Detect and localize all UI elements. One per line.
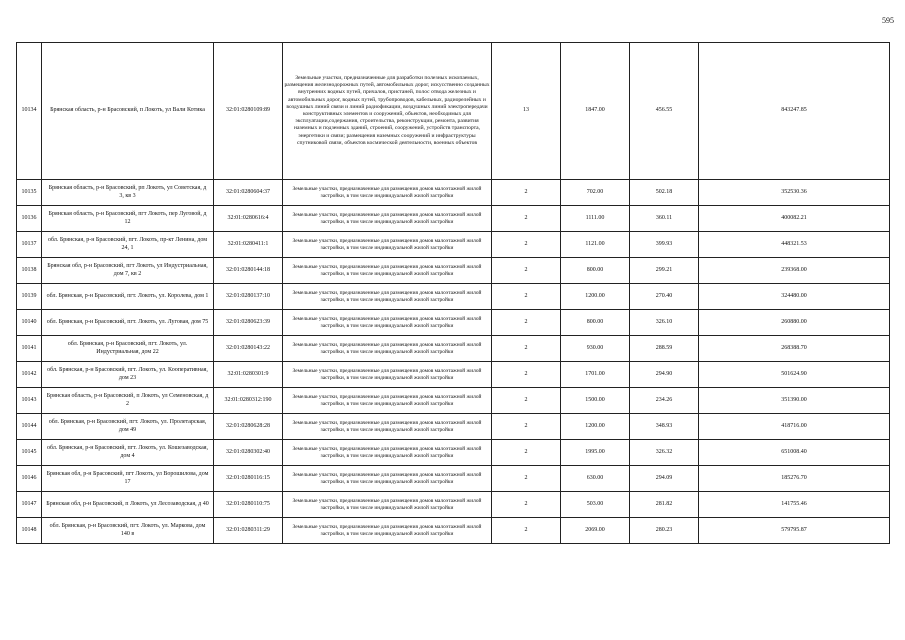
address-cell: Брянская область, р-н Брасовский, п Локоть, ул Вали Котика: [42, 43, 214, 180]
address-cell: обл. Брянская, р-н Брасовский, пгт. Локоть, ул. Индустриальная, дом 22: [42, 336, 214, 362]
group-number-cell: 2: [492, 492, 561, 518]
area-cell: 1847.00: [561, 43, 630, 180]
land-use-cell: Земельные участки, предназначенные для размещения домов малоэтажной жилой застройки, в том числе индивидуальной жилой застройки: [283, 466, 492, 492]
table-row: [17, 310, 890, 336]
cadastral-value-cell: 843247.85: [699, 43, 890, 180]
group-number-cell: 2: [492, 180, 561, 206]
area-cell: 1200.00: [561, 414, 630, 440]
specific-value-cell: 326.10: [630, 310, 699, 336]
specific-value-cell: 270.40: [630, 284, 699, 310]
group-number-cell: 2: [492, 232, 561, 258]
area-cell: 930.00: [561, 336, 630, 362]
table-row: [17, 258, 890, 284]
table-row: [17, 466, 890, 492]
cadastral-value-cell: 418716.00: [699, 414, 890, 440]
specific-value-cell: 294.09: [630, 466, 699, 492]
cadastral-number-cell: 32:01:0280302:40: [214, 440, 283, 466]
row-number-cell: 10141: [17, 336, 42, 362]
table-row: [17, 440, 890, 466]
row-number-cell: 10147: [17, 492, 42, 518]
specific-value-cell: 348.93: [630, 414, 699, 440]
cadastral-number-cell: 32:01:0280311:29: [214, 518, 283, 544]
land-use-cell: Земельные участки, предназначенные для размещения домов малоэтажной жилой застройки, в том числе индивидуальной жилой застройки: [283, 518, 492, 544]
table-row: [17, 362, 890, 388]
land-use-cell: Земельные участки, предназначенные для размещения домов малоэтажной жилой застройки, в том числе индивидуальной жилой застройки: [283, 414, 492, 440]
group-number-cell: 2: [492, 414, 561, 440]
row-number-cell: 10140: [17, 310, 42, 336]
row-number-cell: 10134: [17, 43, 42, 180]
cadastral-value-cell: 448321.53: [699, 232, 890, 258]
address-cell: Брянская обл, р-н Брасовский, пгт Локоть, ул Индустриальная, дом 7, кв 2: [42, 258, 214, 284]
row-number-cell: 10143: [17, 388, 42, 414]
address-cell: обл. Брянская, р-н Брасовский, пгт. Локоть, ул. Пролетарская, дом 49: [42, 414, 214, 440]
table-row: [17, 206, 890, 232]
cadastral-value-cell: 351390.00: [699, 388, 890, 414]
cadastral-number-cell: 32:01:0280110:75: [214, 492, 283, 518]
specific-value-cell: 234.26: [630, 388, 699, 414]
group-number-cell: 2: [492, 310, 561, 336]
land-use-cell: Земельные участки, предназначенные для размещения домов малоэтажной жилой застройки, в том числе индивидуальной жилой застройки: [283, 492, 492, 518]
row-number-cell: 10142: [17, 362, 42, 388]
address-cell: Брянская обл, р-н Брасовский, п Локоть, ул Лесозаводская, д 40: [42, 492, 214, 518]
row-number-cell: 10145: [17, 440, 42, 466]
land-use-cell: Земельные участки, предназначенные для размещения домов малоэтажной жилой застройки, в том числе индивидуальной жилой застройки: [283, 206, 492, 232]
specific-value-cell: 280.23: [630, 518, 699, 544]
table-row: [17, 284, 890, 310]
cadastral-number-cell: 32:01:0280628:28: [214, 414, 283, 440]
group-number-cell: 2: [492, 466, 561, 492]
land-use-cell: Земельные участки, предназначенные для размещения домов малоэтажной жилой застройки, в том числе индивидуальной жилой застройки: [283, 232, 492, 258]
cadastral-number-cell: 32:01:0280616:4: [214, 206, 283, 232]
group-number-cell: 2: [492, 362, 561, 388]
table-row: [17, 43, 890, 180]
specific-value-cell: 281.82: [630, 492, 699, 518]
group-number-cell: 2: [492, 284, 561, 310]
cadastral-value-cell: 239368.00: [699, 258, 890, 284]
table-row: [17, 388, 890, 414]
cadastral-value-cell: 141755.46: [699, 492, 890, 518]
group-number-cell: 2: [492, 518, 561, 544]
page-number: 595: [882, 16, 894, 25]
table-row: [17, 336, 890, 362]
group-number-cell: 2: [492, 336, 561, 362]
specific-value-cell: 502.18: [630, 180, 699, 206]
cadastral-number-cell: 32:01:0280312:190: [214, 388, 283, 414]
row-number-cell: 10138: [17, 258, 42, 284]
address-cell: Брянская область, р-н Брасовский, рп Локоть, ул Советская, д 3, кв 3: [42, 180, 214, 206]
cadastral-value-cell: 400082.21: [699, 206, 890, 232]
table-body: [17, 43, 890, 544]
address-cell: Брянская обл, р-н Брасовский, пгт Локоть, ул Ворошилова, дом 17: [42, 466, 214, 492]
row-number-cell: 10148: [17, 518, 42, 544]
specific-value-cell: 326.32: [630, 440, 699, 466]
group-number-cell: 2: [492, 440, 561, 466]
cadastral-number-cell: 32:01:0280411:1: [214, 232, 283, 258]
address-cell: обл. Брянская, р-н Брасовский, пгт. Локоть, пр-кт Ленина, дом 24, 1: [42, 232, 214, 258]
cadastral-value-cell: 579795.87: [699, 518, 890, 544]
specific-value-cell: 288.59: [630, 336, 699, 362]
area-cell: 702.00: [561, 180, 630, 206]
land-use-cell: Земельные участки, предназначенные для размещения домов малоэтажной жилой застройки, в том числе индивидуальной жилой застройки: [283, 336, 492, 362]
area-cell: 2069.00: [561, 518, 630, 544]
address-cell: обл. Брянская, р-н Брасовский, пгт. Локоть, ул. Кооперативная, дом 23: [42, 362, 214, 388]
cadastral-value-cell: 260880.00: [699, 310, 890, 336]
group-number-cell: 13: [492, 43, 561, 180]
land-use-cell: Земельные участки, предназначенные для размещения домов малоэтажной жилой застройки, в том числе индивидуальной жилой застройки: [283, 440, 492, 466]
cadastral-number-cell: 32:01:0280604:37: [214, 180, 283, 206]
area-cell: 503.00: [561, 492, 630, 518]
table-row: [17, 414, 890, 440]
area-cell: 1995.00: [561, 440, 630, 466]
address-cell: обл. Брянская, р-н Брасовский, пгт. Локоть, ул. Королева, дом 1: [42, 284, 214, 310]
cadastral-number-cell: 32:01:0280301:9: [214, 362, 283, 388]
row-number-cell: 10137: [17, 232, 42, 258]
row-number-cell: 10136: [17, 206, 42, 232]
land-use-cell: Земельные участки, предназначенные для размещения домов малоэтажной жилой застройки, в том числе индивидуальной жилой застройки: [283, 388, 492, 414]
area-cell: 1200.00: [561, 284, 630, 310]
row-number-cell: 10146: [17, 466, 42, 492]
cadastral-value-cell: 352530.36: [699, 180, 890, 206]
area-cell: 630.00: [561, 466, 630, 492]
area-cell: 800.00: [561, 310, 630, 336]
cadastral-value-cell: 324480.00: [699, 284, 890, 310]
cadastral-value-cell: 185276.70: [699, 466, 890, 492]
cadastral-number-cell: 32:01:0280109:89: [214, 43, 283, 180]
land-use-cell: Земельные участки, предназначенные для разработки полезных ископаемых, размещения железнодорожных путей, автомобильных дорог, искусственно созданных внутренних водных путей, причалов, пристаней, полос отвода железных и автомобильных дорог, водных путей, трубопроводов, кабельных, радиорелейных и воздушных линий связи и линий радиофикации, воздушных линий электропередачи конструктивных элементов и сооружений, объектов, необходимых для эксплуатации,содержания, строительства, реконструкции, ремонта, развития наземных и подземных зданий, строений, сооружений, устройств транспорта, энергетики и связи; размещения наземных сооружений и инфраструктуры спутниковой связи, объектов космической деятельности, военных объектов: [283, 43, 492, 180]
specific-value-cell: 299.21: [630, 258, 699, 284]
cadastral-value-cell: 268388.70: [699, 336, 890, 362]
group-number-cell: 2: [492, 206, 561, 232]
table-row: [17, 492, 890, 518]
group-number-cell: 2: [492, 258, 561, 284]
address-cell: обл. Брянская, р-н Брасовский, пгт. Локоть, ул. Кошезаводская, дом 4: [42, 440, 214, 466]
table-row: [17, 180, 890, 206]
land-use-cell: Земельные участки, предназначенные для размещения домов малоэтажной жилой застройки, в том числе индивидуальной жилой застройки: [283, 180, 492, 206]
cadastral-number-cell: 32:01:0280623:39: [214, 310, 283, 336]
cadastral-number-cell: 32:01:0280116:15: [214, 466, 283, 492]
address-cell: Брянская область, р-н Брасовский, п Локоть, ул Семеновская, д 2: [42, 388, 214, 414]
land-plots-table: [16, 42, 890, 544]
table-row: [17, 232, 890, 258]
cadastral-number-cell: 32:01:0280143:22: [214, 336, 283, 362]
area-cell: 1701.00: [561, 362, 630, 388]
area-cell: 1121.00: [561, 232, 630, 258]
cadastral-value-cell: 501624.90: [699, 362, 890, 388]
address-cell: обл. Брянская, р-н Брасовский, пгт. Локоть, ул. Маркова, дом 140 в: [42, 518, 214, 544]
specific-value-cell: 399.93: [630, 232, 699, 258]
land-use-cell: Земельные участки, предназначенные для размещения домов малоэтажной жилой застройки, в том числе индивидуальной жилой застройки: [283, 310, 492, 336]
cadastral-value-cell: 651008.40: [699, 440, 890, 466]
specific-value-cell: 456.55: [630, 43, 699, 180]
land-use-cell: Земельные участки, предназначенные для размещения домов малоэтажной жилой застройки, в том числе индивидуальной жилой застройки: [283, 258, 492, 284]
area-cell: 1111.00: [561, 206, 630, 232]
specific-value-cell: 360.11: [630, 206, 699, 232]
row-number-cell: 10135: [17, 180, 42, 206]
address-cell: обл. Брянская, р-н Брасовский, пгт. Локоть, ул. Луговая, дом 75: [42, 310, 214, 336]
cadastral-number-cell: 32:01:0280137:10: [214, 284, 283, 310]
group-number-cell: 2: [492, 388, 561, 414]
cadastral-number-cell: 32:01:0280144:18: [214, 258, 283, 284]
area-cell: 800.00: [561, 258, 630, 284]
address-cell: Брянская область, р-н Брасовский, пгт Локоть, пер Луговой, д 12: [42, 206, 214, 232]
row-number-cell: 10144: [17, 414, 42, 440]
land-use-cell: Земельные участки, предназначенные для размещения домов малоэтажной жилой застройки, в том числе индивидуальной жилой застройки: [283, 362, 492, 388]
land-use-cell: Земельные участки, предназначенные для размещения домов малоэтажной жилой застройки, в том числе индивидуальной жилой застройки: [283, 284, 492, 310]
row-number-cell: 10139: [17, 284, 42, 310]
specific-value-cell: 294.90: [630, 362, 699, 388]
table-row: [17, 518, 890, 544]
area-cell: 1500.00: [561, 388, 630, 414]
